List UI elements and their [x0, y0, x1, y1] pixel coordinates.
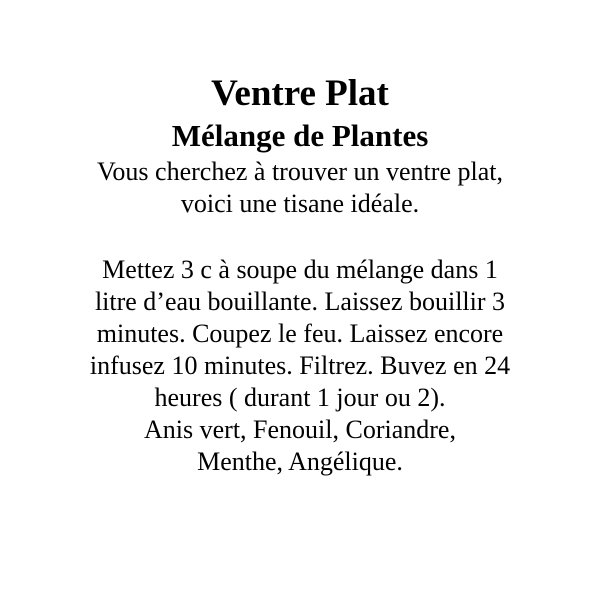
- ingredients-line: Anis vert, Fenouil, Coriandre,: [144, 415, 456, 444]
- instructions-line: litre d’eau bouillante. Laissez bouillir 3: [94, 287, 506, 316]
- recipe-subtitle: Mélange de Plantes: [171, 118, 429, 153]
- instructions-line: heures ( durant 1 jour ou 2).: [154, 383, 446, 412]
- instructions-text: [0, 254, 600, 414]
- instructions-line: minutes. Coupez le feu. Laissez encore: [96, 319, 504, 348]
- recipe-title: Ventre Plat: [211, 73, 389, 114]
- intro-line: voici une tisane idéale.: [180, 189, 420, 218]
- intro-line: Vous cherchez à trouver un ventre plat,: [97, 157, 503, 186]
- ingredients-line: Menthe, Angélique.: [197, 447, 403, 476]
- paragraph-spacer: [0, 220, 600, 254]
- ingredients-text: [0, 414, 600, 478]
- instructions-line: infusez 10 minutes. Filtrez. Buvez en 24: [89, 351, 511, 380]
- intro-text: [0, 156, 600, 220]
- instructions-line: Mettez 3 c à soupe du mélange dans 1: [102, 255, 498, 284]
